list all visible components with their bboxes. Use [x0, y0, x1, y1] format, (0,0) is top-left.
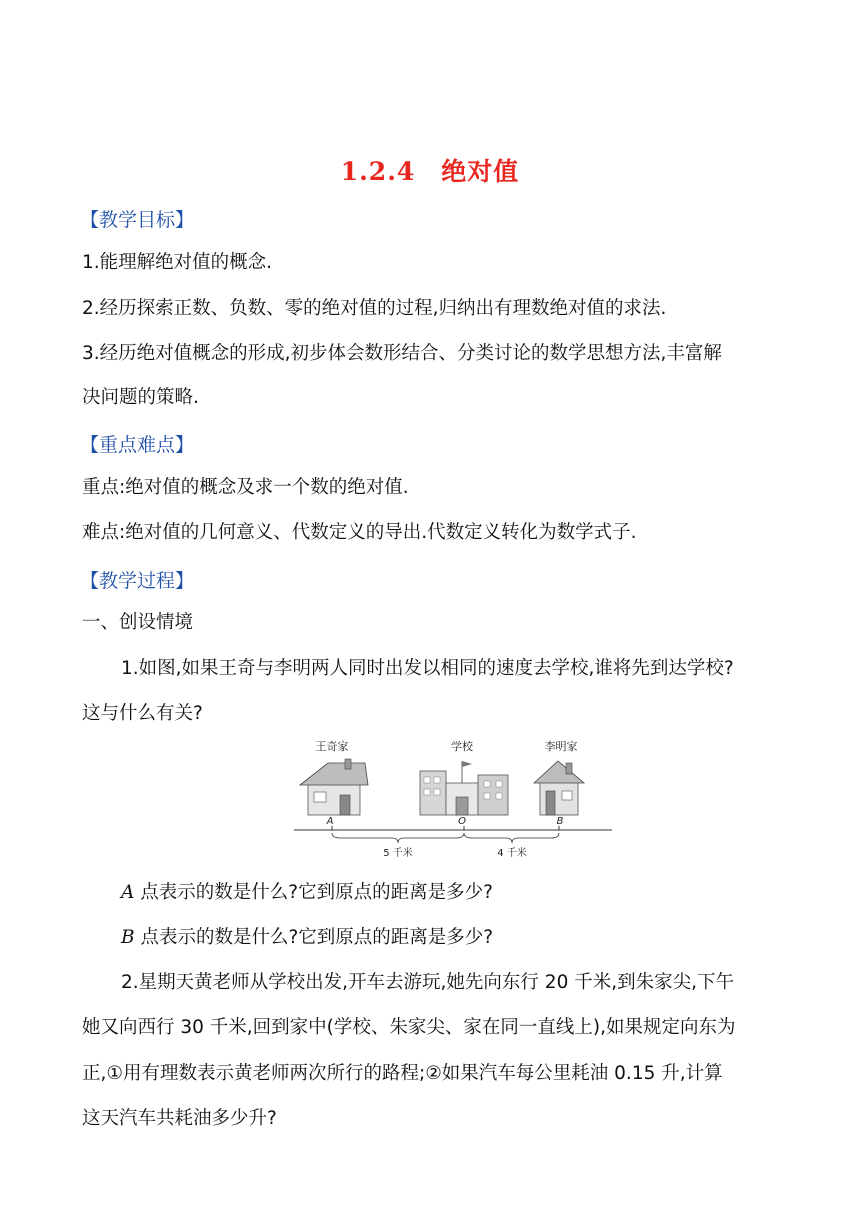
objective-item-3: 3.经历绝对值概念的形成,初步体会数形结合、分类讨论的数学思想方法,丰富解	[82, 343, 722, 364]
objective-item-2: 2.经历探索正数、负数、零的绝对值的过程,归纳出有理数绝对值的求法.	[82, 298, 667, 319]
question-1-line-1: 1.如图,如果王奇与李明两人同时出发以相同的速度去学校,谁将先到达学校?	[121, 658, 734, 679]
label-wang-home: 王奇家	[315, 740, 349, 753]
point-o-label: O	[458, 816, 466, 827]
point-a-label: A	[326, 816, 334, 827]
left-brace	[332, 833, 464, 843]
key-points-heading: 【重点难点】	[80, 434, 195, 456]
objective-item-1: 1.能理解绝对值的概念.	[82, 252, 273, 273]
li-house-icon	[534, 761, 584, 815]
label-li-home: 李明家	[544, 740, 578, 753]
key-point-difficulty: 难点:绝对值的几何意义、代数定义的导出.代数定义转化为数学式子.	[82, 522, 637, 543]
school-building-icon	[420, 761, 508, 815]
point-b-label: B	[556, 816, 564, 827]
wang-house-icon	[300, 759, 368, 815]
question-2-line-2: 她又向西行 30 千米,回到家中(学校、朱家尖、家在同一直线上),如果规定向东为	[82, 1017, 736, 1038]
var-b: B	[121, 927, 135, 948]
question-a-text: 点表示的数是什么?它到原点的距离是多少?	[134, 882, 493, 903]
key-point-focus: 重点:绝对值的概念及求一个数的绝对值.	[82, 477, 409, 498]
distance-right-label: 4 千米	[497, 848, 527, 859]
distance-left-label: 5 千米	[383, 848, 413, 859]
label-school: 学校	[451, 740, 473, 753]
process-heading: 【教学过程】	[80, 570, 195, 592]
question-b-text: 点表示的数是什么?它到原点的距离是多少?	[134, 927, 494, 948]
var-a: A	[121, 882, 135, 903]
page-title: 1.2.4 绝对值	[340, 157, 520, 186]
question-b	[121, 925, 493, 951]
right-brace	[464, 833, 559, 843]
question-2-line-1: 2.星期天黄老师从学校出发,开车去游玩,她先向东行 20 千米,到朱家尖,下午	[121, 972, 734, 993]
section-heading-1: 一、创设情境	[82, 612, 194, 633]
objective-item-3-cont: 决问题的策略.	[82, 387, 199, 408]
objectives-heading: 【教学目标】	[80, 209, 195, 231]
question-1-line-2: 这与什么有关?	[82, 703, 203, 724]
number-line-figure	[0, 735, 860, 865]
question-2-line-4: 这天汽车共耗油多少升?	[82, 1108, 277, 1129]
question-a	[121, 880, 493, 906]
question-2-line-3: 正,①用有理数表示黄老师两次所行的路程;②如果汽车每公里耗油 0.15 升,计算	[82, 1063, 723, 1084]
